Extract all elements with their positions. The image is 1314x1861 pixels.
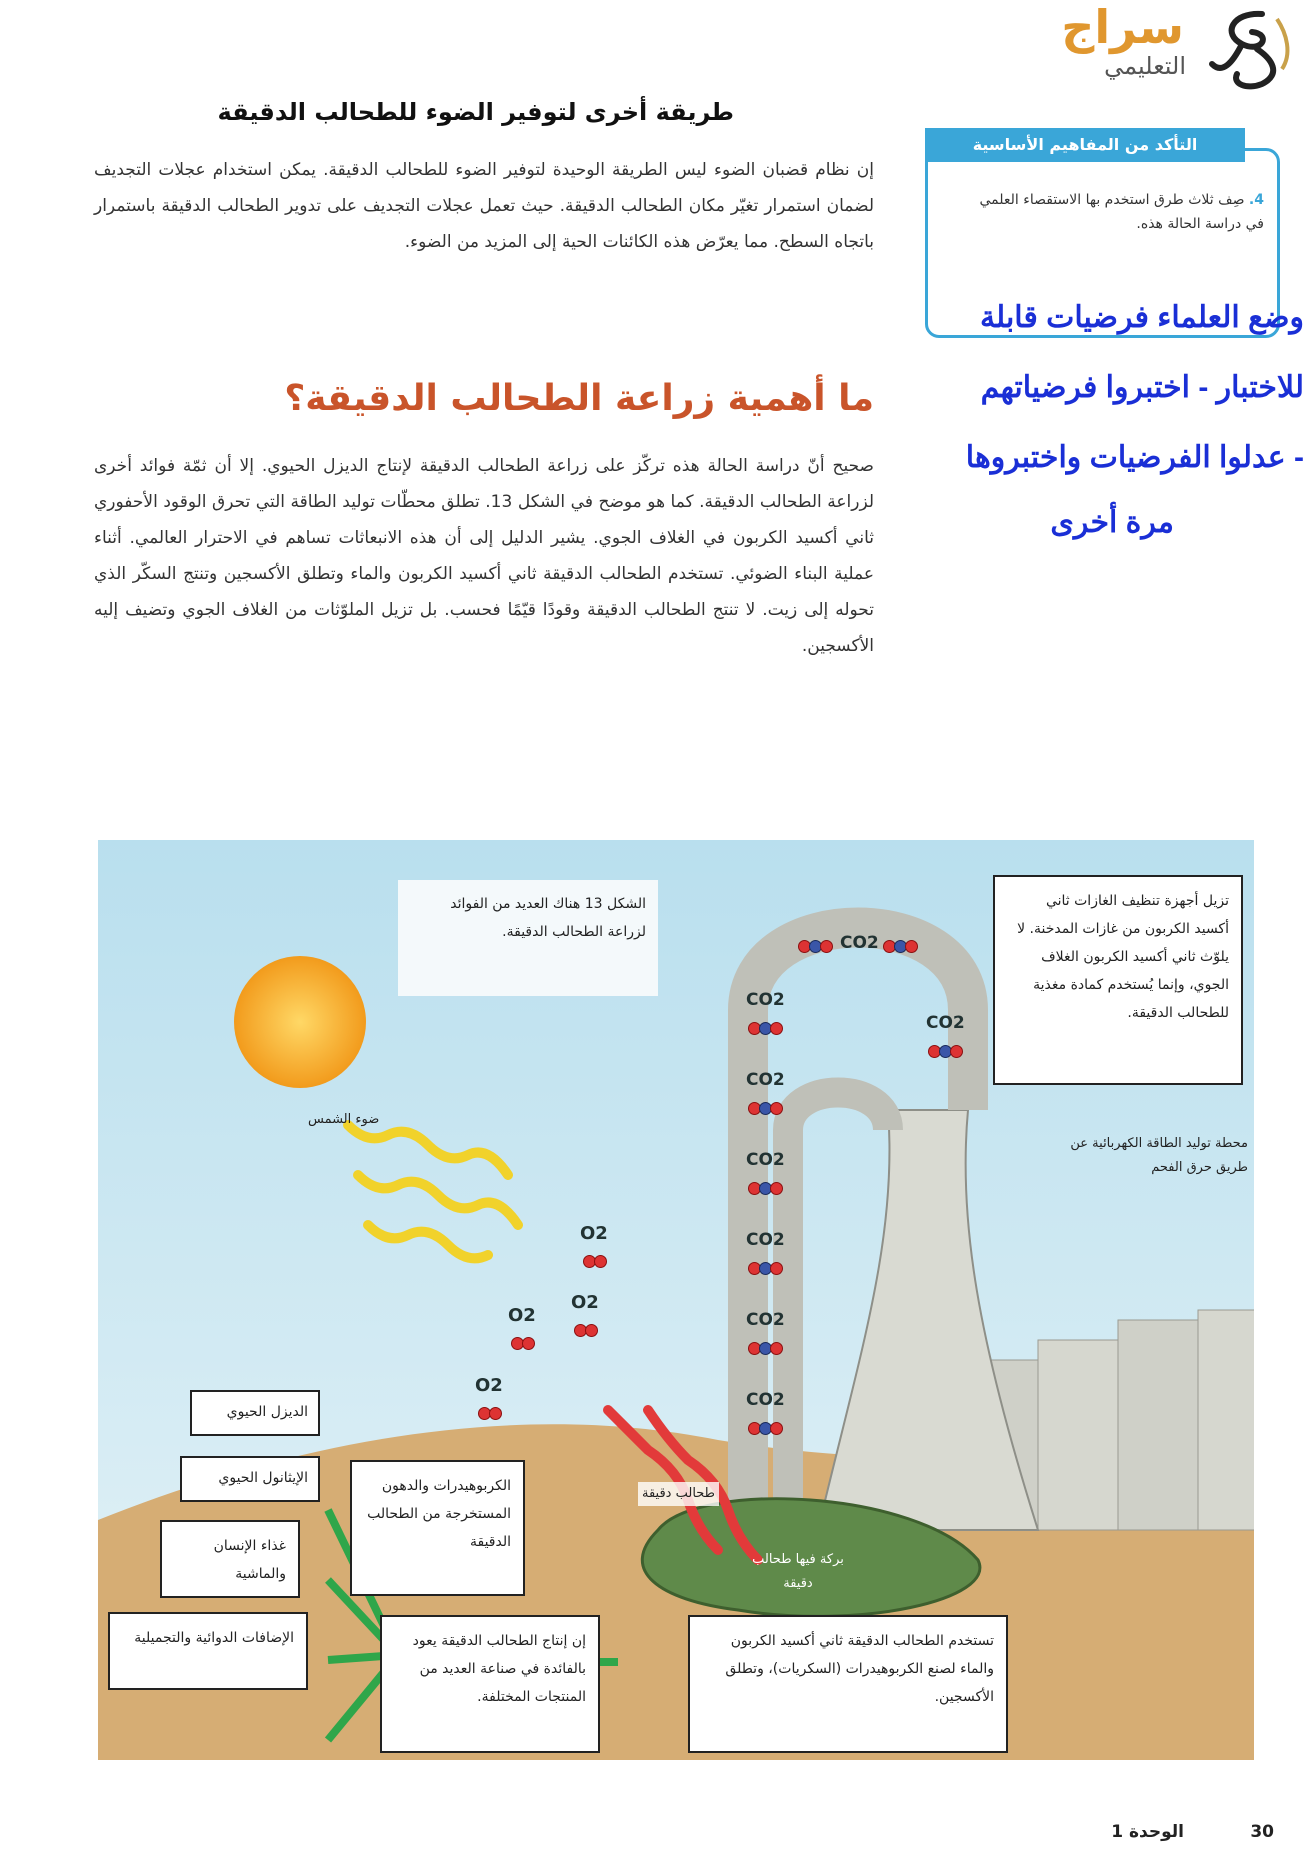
co2-label: CO2 (746, 990, 785, 1010)
co2-molecule-icon (883, 938, 916, 957)
note-line-1: وضع العلماء فرضيات قابلة (979, 301, 1304, 334)
benefit-callout: إن إنتاج الطحالب الدقيقة يعود بالفائدة في صناعة العديد من المنتجات المختلفة. (380, 1615, 600, 1753)
co2-molecule-icon (748, 1260, 781, 1279)
co2-label: CO2 (926, 1013, 965, 1033)
co2-molecule-icon (798, 938, 831, 957)
scrubber-callout: تزيل أجهزة تنظيف الغازات ثاني أكسيد الكربون من غازات المدخنة. لا يلوّث ثاني أكسيد الكربون الغلاف الجوي، وإنما يُستخدم كمادة مغذية للطحالب الدقيقة. (993, 875, 1243, 1085)
co2-molecule-icon (928, 1043, 961, 1062)
co2-molecule-icon (748, 1420, 781, 1439)
o2-label: O2 (475, 1375, 503, 1396)
o2-molecule-icon (574, 1322, 596, 1341)
co2-molecule-icon (748, 1100, 781, 1119)
section2-heading: ما أهمية زراعة الطحالب الدقيقة؟ (284, 378, 874, 419)
co2-label: CO2 (746, 1150, 785, 1170)
note-line-2: للاختبار - اختبروا فرضياتهم (980, 371, 1304, 404)
section1-paragraph: إن نظام قضبان الضوء ليس الطريقة الوحيدة لتوفير الضوء للطحالب الدقيقة. يمكن استخدام عجلات التجديف لضمان استمرار تغيّر مكان الطحالب الدقيقة. حيث تعمل عجلات التجديف على تدوير الطحالب الدقيقة باستمرار باتجاه السطح. مما يعرّض هذه الكائنات الحية إلى المزيد من الضوء. (94, 160, 874, 252)
product-pharma-cosmetics: الإضافات الدوائية والتجميلية (108, 1612, 308, 1690)
co2-label: CO2 (840, 933, 879, 953)
product-biodiesel: الديزل الحيوي (190, 1390, 320, 1436)
co2-molecule-icon (748, 1340, 781, 1359)
logo-name: سراج (1061, 0, 1184, 54)
logo-subtitle: التعليمي (1104, 52, 1186, 80)
logo-calligraphy-icon (1202, 4, 1302, 92)
product-bioethanol: الإيثانول الحيوي (180, 1456, 320, 1502)
extracted-lipids-box: الكربوهيدرات والدهون المستخرجة من الطحالب الدقيقة (350, 1460, 525, 1596)
product-food: غذاء الإنسان والماشية (160, 1520, 300, 1598)
o2-label: O2 (571, 1292, 599, 1313)
section2-paragraph: صحيح أنّ دراسة الحالة هذه تركّز على زراعة الطحالب الدقيقة لإنتاج الديزل الحيوي. إلا أن ثمّة فوائد أخرى لزراعة الطحالب الدقيقة. كما هو موضح في الشكل 13. تطلق محطّات توليد الطاقة التي تحرق الوقود الأحفوري ثاني أكسيد الكربون في الغلاف الجوي. يشير الدليل إلى أن هذه الانبعاثات تساهم في الاحترار العالمي. أثناء عملية البناء الضوئي. تستخدم الطحالب الدقيقة ثاني أكسيد الكربون والماء وتطلق الأكسجين وتنتج السكّر الذي تحوله إلى زيت. لا تنتج الطحالب الدقيقة وقودًا قيّمًا فحسب. بل تزيل الملوّثات من الغلاف الجوي وتضيف إليه الأكسجين. (94, 456, 874, 656)
o2-label: O2 (508, 1305, 536, 1326)
figure-caption: الشكل 13 هناك العديد من الفوائد لزراعة الطحالب الدقيقة. (398, 880, 658, 996)
co2-label: CO2 (746, 1390, 785, 1410)
sidebar-title: التأكد من المفاهيم الأساسية (925, 128, 1245, 162)
figure-13 (98, 840, 1254, 1760)
co2-molecule-icon (748, 1180, 781, 1199)
power-plant-label: محطة توليد الطاقة الكهربائية عن طريق حرق الفحم (1070, 1136, 1248, 1175)
co2-label: CO2 (746, 1070, 785, 1090)
footer-unit: الوحدة 1 (1111, 1822, 1184, 1842)
section1-heading: طريقة أخرى لتوفير الضوء للطحالب الدقيقة (217, 98, 734, 126)
sunlight-label: ضوء الشمس (308, 1112, 380, 1127)
note-line-3: - عدلوا الفرضيات واختبروها (965, 441, 1304, 474)
o2-label: O2 (580, 1223, 608, 1244)
co2-molecule-icon (748, 1020, 781, 1039)
o2-molecule-icon (478, 1405, 500, 1424)
o2-molecule-icon (583, 1253, 605, 1272)
co2-label: CO2 (746, 1230, 785, 1250)
microalgae-label: طحالب دقيقة (638, 1482, 719, 1506)
photosynthesis-callout: تستخدم الطحالب الدقيقة ثاني أكسيد الكربون والماء لصنع الكربوهيدرات (السكريات)، وتطلق الأكسجين. (688, 1615, 1008, 1753)
note-line-4: مرة أخرى (1050, 506, 1174, 539)
co2-label: CO2 (746, 1310, 785, 1330)
logo (1030, 0, 1314, 92)
o2-molecule-icon (511, 1335, 533, 1354)
sidebar-question-text: صِف ثلاث طرق استخدم بها الاستقصاء العلمي في دراسة الحالة هذه. (979, 192, 1264, 232)
sidebar-question-number: 4. (1248, 192, 1264, 208)
page-number: 30 (1250, 1822, 1274, 1842)
pond-label: بركة فيها طحالب دقيقة (752, 1552, 844, 1591)
sidebar-question (964, 188, 1264, 236)
